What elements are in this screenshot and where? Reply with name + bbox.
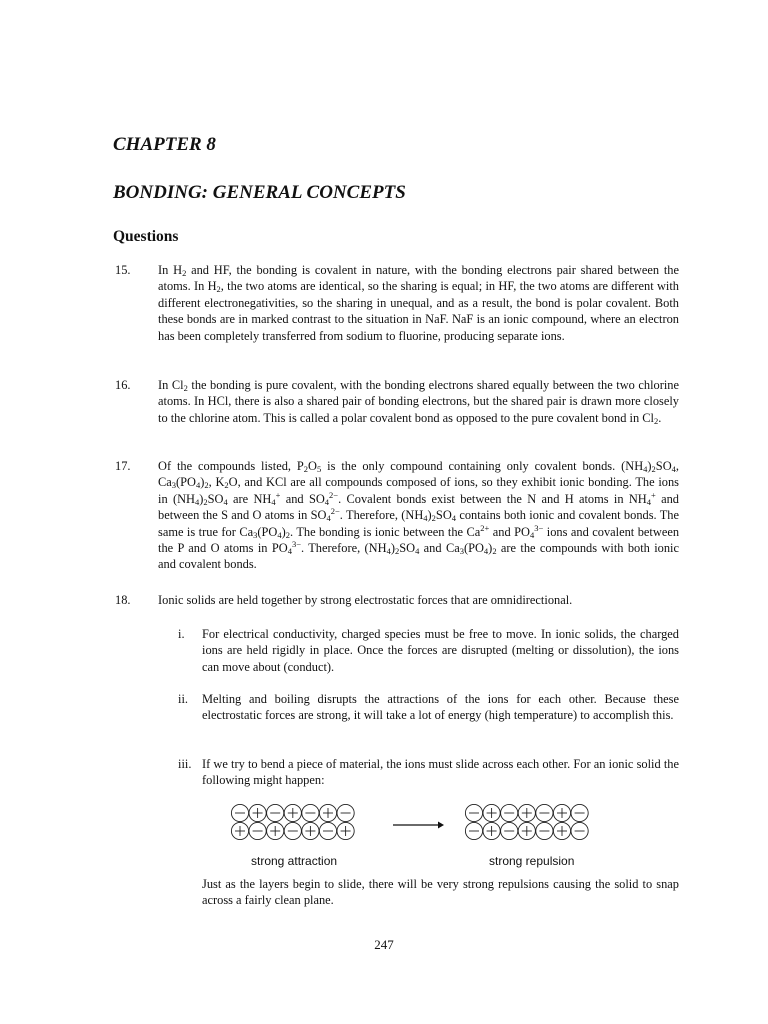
left-figure-caption: strong attraction bbox=[251, 854, 338, 868]
sub-item-iii bbox=[178, 756, 679, 789]
question-number: 16. bbox=[115, 378, 131, 392]
sub-item-ii bbox=[178, 691, 679, 724]
question-16 bbox=[115, 377, 679, 426]
closing-paragraph: Just as the layers begin to slide, there will be very strong repulsions causing the solid to snap across a fairly clean plane. bbox=[202, 877, 679, 908]
right-figure-caption: strong repulsion bbox=[489, 854, 575, 868]
sub-item-i bbox=[178, 626, 679, 675]
sub-item-numeral: i. bbox=[178, 627, 185, 641]
question-17 bbox=[115, 458, 679, 573]
repulsion-lattice bbox=[465, 804, 588, 839]
question-text: Ionic solids are held together by strong electrostatic forces that are omnidirectional. bbox=[158, 593, 573, 607]
arrow-icon bbox=[393, 822, 444, 829]
section-heading: Questions bbox=[113, 228, 179, 245]
sub-item-numeral: iii. bbox=[178, 757, 192, 771]
question-18 bbox=[115, 592, 679, 608]
sub-item-text: If we try to bend a piece of material, the ions must slide across each other. For an ionic solid the following might happen: bbox=[202, 757, 679, 788]
page-number: 247 bbox=[374, 937, 394, 952]
chapter-title: BONDING: GENERAL CONCEPTS bbox=[113, 182, 406, 203]
question-number: 18. bbox=[115, 593, 131, 607]
attraction-lattice bbox=[231, 804, 354, 839]
sub-item-numeral: ii. bbox=[178, 692, 188, 706]
question-number: 15. bbox=[115, 263, 131, 277]
question-text: In $H_2$ and HF, the bonding is covalent in nature, with the bonding electrons pair shared between the atoms. In $H_2$, the two atoms are identical, so the sharing is equal; in HF, the two atoms are different with different electronegativities, so the sharing in unequal, and as a result, the bond is polar covalent. Both these bonds are in marked contrast to the situation in NaF. NaF is an ionic compound, where an electron has been completely transferred from sodium to fluorine, producing separate ions. bbox=[158, 263, 679, 343]
sub-item-text: Melting and boiling disrupts the attractions of the ions for each other. Because these electrostatic forces are strong, it will take a lot of energy (high temperature) to accomplish this. bbox=[202, 692, 679, 723]
chapter-heading: CHAPTER 8 bbox=[113, 134, 216, 155]
question-number: 17. bbox=[115, 459, 131, 473]
question-15 bbox=[115, 262, 679, 344]
question-text: Of the compounds listed, $P_2O_5$ is the only compound containing only covalent bonds. $(NH_4)_2SO_4$, $Ca_3(PO_4)_2$, $K_2O$, and KCl are all compounds composed of ions, so they exhibit ionic bonding. The ions in $(NH_4)_2SO_4$ are $NH_4^+$ and $SO_4^{2-}$. Covalent bonds exist between the N and H atoms in $NH_4^+$ and between the S and O atoms in $SO_4^{2-}$. Therefore, $(NH_4)_2SO_4$ contains both ionic and covalent bonds. The same is true for $Ca_3(PO_4)_2$. The bonding is ionic between the $Ca^{2+}$ and $PO_4^{3-}$ ions and covalent between the P and O atoms in $PO_4^{3-}$. Therefore, $(NH_4)_2SO_4$ and $Ca_3(PO_4)_2$ are the compounds with both ionic and covalent bonds. bbox=[158, 459, 680, 572]
question-text: In $Cl_2$ the bonding is pure covalent, with the bonding electrons shared equally between the two chlorine atoms. In HCl, there is also a shared pair of bonding electrons, but the shared pair is drawn more closely to the chlorine atom. This is called a polar covalent bond as opposed to the pure covalent bond in $Cl_2$. bbox=[158, 378, 679, 426]
sub-item-text: For electrical conductivity, charged species must be free to move. In ionic solids, the charged ions are held rigidly in place. Once the forces are disrupted (melting or dissolution), the ions can move about (conduct). bbox=[202, 627, 679, 674]
